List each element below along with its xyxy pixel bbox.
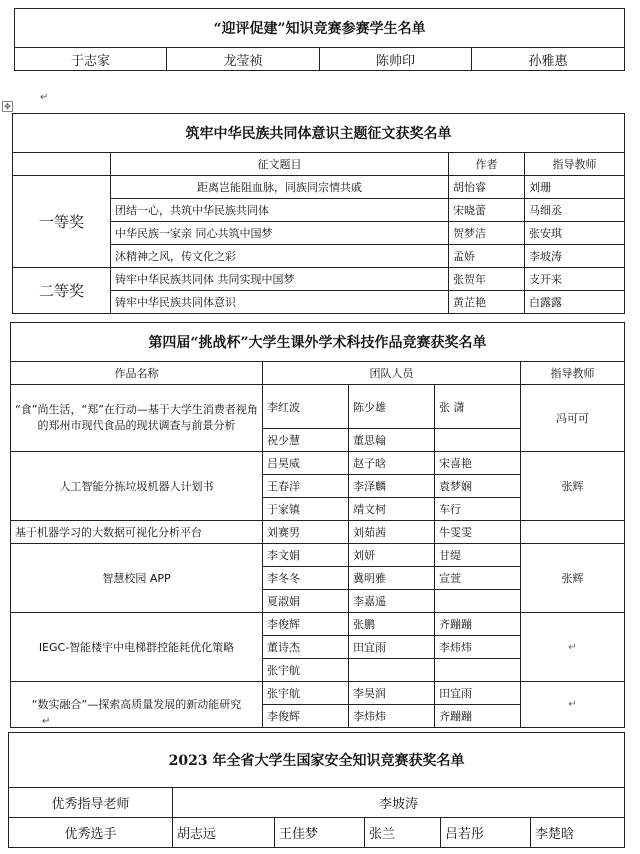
teacher-name: 李坡涛 (173, 788, 625, 818)
project-name: 智慧校园 APP (11, 544, 263, 613)
team-member: 袁梦娴 (435, 475, 521, 498)
team-member: 冀明雅 (349, 567, 435, 590)
team-member: 李泽麟 (349, 475, 435, 498)
paragraph-mark: ↵ (42, 716, 51, 727)
student-name: 孙雅惠 (472, 48, 625, 71)
table-title: 第四届“挑战杯”大学生课外学术科技作品竞赛获奖名单 (11, 323, 625, 362)
team-member: 祝少慧 (263, 429, 349, 452)
team-member: 车行 (435, 498, 521, 521)
table-challenge-cup-awards (10, 322, 625, 728)
project-teacher: 张辉 (521, 452, 625, 521)
team-member-empty (435, 590, 521, 613)
team-member: 甘缇 (435, 544, 521, 567)
header-author: 作者 (449, 153, 525, 176)
table-title: 2023 年全省大学生国家安全知识竞赛获奖名单 (9, 733, 625, 788)
essay-title: 中华民族一家亲 同心共筑中国梦 (111, 222, 449, 245)
student-name: 胡志远 (173, 818, 275, 848)
team-member: 李文娟 (263, 544, 349, 567)
team-member: 董诗杰 (263, 636, 349, 659)
team-member: 刘赛男 (263, 521, 349, 544)
team-member: 张 潇 (435, 385, 521, 429)
team-member: 夏淑娟 (263, 590, 349, 613)
teacher-label: 优秀指导老师 (9, 788, 173, 818)
essay-author: 孟娇 (449, 245, 525, 268)
essay-title: 沐精神之风，传文化之彩 (111, 245, 449, 268)
table-contest-participants (14, 8, 625, 71)
header-project-name: 作品名称 (11, 362, 263, 385)
team-member: 牛雯雯 (435, 521, 521, 544)
project-name: 基于机器学习的大数据可视化分析平台 (11, 521, 263, 544)
project-teacher-empty (521, 521, 625, 544)
student-name: 陈帅印 (320, 48, 472, 71)
project-name: IEGC-智能楼宇中电梯群控能耗优化策略 (11, 613, 263, 682)
header-essay-title: 征文题目 (111, 153, 449, 176)
essay-title: 团结一心，共筑中华民族共同体 (111, 199, 449, 222)
team-member: 宋喜艳 (435, 452, 521, 475)
team-member: 李炜炜 (435, 636, 521, 659)
team-member: 齐蹦蹦 (435, 613, 521, 636)
header-team-members: 团队人员 (263, 362, 521, 385)
essay-teacher: 白露露 (525, 291, 625, 314)
team-member: 靖文柯 (349, 498, 435, 521)
project-teacher-empty: ↵ (521, 682, 625, 728)
team-member: 齐蹦蹦 (435, 705, 521, 728)
header-blank (13, 153, 111, 176)
essay-teacher: 支开来 (525, 268, 625, 291)
essay-teacher: 马细丞 (525, 199, 625, 222)
team-member: 于家镇 (263, 498, 349, 521)
team-member: 李俊辉 (263, 613, 349, 636)
essay-title: 铸牢中华民族共同体 共同实现中国梦 (111, 268, 449, 291)
essay-teacher: 李坡涛 (525, 245, 625, 268)
team-member: 李红波 (263, 385, 349, 429)
table-title: “迎评促建”知识竞赛参赛学生名单 (15, 9, 625, 48)
project-name: “食”尚生活，“郑”在行动—基于大学生消费者视角的郑州市现代食品的现状调查与前景分析 (11, 385, 263, 452)
team-member-empty (435, 659, 521, 682)
team-member: 董思翰 (349, 429, 435, 452)
team-member: 李冬冬 (263, 567, 349, 590)
project-name: 人工智能分拣垃圾机器人计划书 (11, 452, 263, 521)
essay-author: 贺梦洁 (449, 222, 525, 245)
team-member: 吕昊威 (263, 452, 349, 475)
header-teacher: 指导教师 (521, 362, 625, 385)
first-prize-label: 一等奖 (13, 176, 111, 268)
students-label: 优秀选手 (9, 818, 173, 848)
team-member: 王春洋 (263, 475, 349, 498)
essay-title: 铸牢中华民族共同体意识 (111, 291, 449, 314)
team-member: 李昊润 (349, 682, 435, 705)
project-teacher: 冯可可 (521, 385, 625, 452)
essay-author: 宋晓蕾 (449, 199, 525, 222)
team-member: 田宜雨 (435, 682, 521, 705)
essay-title: 距离岂能阻血脉，同族同宗情共戚 (111, 176, 449, 199)
team-member: 宣萱 (435, 567, 521, 590)
team-member: 李嘉遥 (349, 590, 435, 613)
project-teacher-empty: ↵ (521, 613, 625, 682)
team-member: 赵子晗 (349, 452, 435, 475)
student-name: 吕若彤 (441, 818, 531, 848)
move-handle-icon[interactable]: ✥ (2, 101, 13, 112)
team-member: 张宇航 (263, 659, 349, 682)
team-member: 陈少雄 (349, 385, 435, 429)
student-name: 王佳梦 (275, 818, 365, 848)
team-member: 张宇航 (263, 682, 349, 705)
team-member-empty (349, 659, 435, 682)
student-name: 于志家 (15, 48, 167, 71)
second-prize-label: 二等奖 (13, 268, 111, 314)
header-teacher: 指导教师 (525, 153, 625, 176)
table-national-security-awards (8, 732, 625, 848)
student-name: 李楚晗 (531, 818, 625, 848)
essay-author: 张贺年 (449, 268, 525, 291)
table-title: 筑牢中华民族共同体意识主题征文获奖名单 (13, 114, 625, 153)
team-member: 田宜雨 (349, 636, 435, 659)
essay-author: 黄芷艳 (449, 291, 525, 314)
table-essay-awards (12, 113, 625, 314)
project-name: “数实融合”—探索高质量发展的新动能研究 (11, 682, 263, 728)
essay-author: 胡怡睿 (449, 176, 525, 199)
team-member-empty (435, 429, 521, 452)
team-member: 张鹏 (349, 613, 435, 636)
team-member: 刘妍 (349, 544, 435, 567)
student-name: 张兰 (365, 818, 441, 848)
project-teacher: 张辉 (521, 544, 625, 613)
essay-teacher: 刘珊 (525, 176, 625, 199)
student-name: 龙莹祯 (167, 48, 320, 71)
team-member: 李炜炜 (349, 705, 435, 728)
team-member: 李俊辉 (263, 705, 349, 728)
essay-teacher: 张安琪 (525, 222, 625, 245)
paragraph-mark: ↵ (40, 92, 49, 103)
team-member: 刘茹茜 (349, 521, 435, 544)
